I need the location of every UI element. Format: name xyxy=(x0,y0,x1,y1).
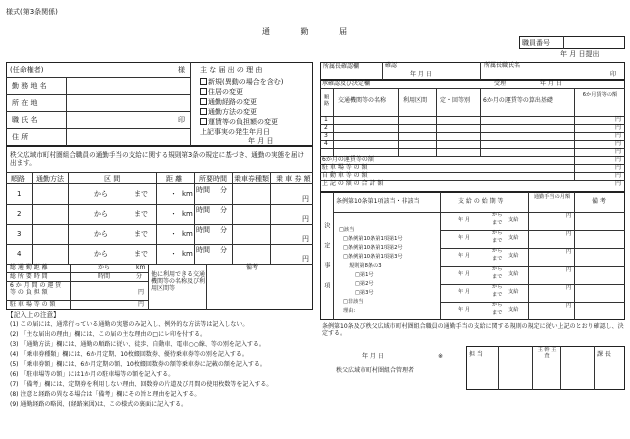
stamp-cell[interactable] xyxy=(561,347,593,389)
receipt-date[interactable]: 年 月 日 xyxy=(540,80,562,87)
calc-row-number: 1 xyxy=(324,116,328,123)
calc-yen: 円 xyxy=(615,124,622,131)
route-header: 順路 xyxy=(11,175,25,183)
calc-header: 利用区間 xyxy=(403,97,428,104)
decision-header: 条例第10条第1項該当・非該当 xyxy=(336,198,420,205)
sama-label: 様 xyxy=(178,66,185,74)
note-item: (4) 「乗車券種類」欄には、6か月定期、10枚綴回数券、優待乗車券等の別を記入する。 xyxy=(10,351,248,358)
field-label: 勤 務 地 名 xyxy=(12,82,47,90)
reason-checkbox[interactable]: 住居の変更 xyxy=(200,88,243,96)
note-item: (2) 「主な届出の理由」欄には、この届の主な理由の□にレ印を付する。 xyxy=(10,331,207,338)
decision-item[interactable]: □条例第10条第1項第3号 xyxy=(343,254,403,260)
remarks-label: 備考 xyxy=(246,264,259,271)
supervisor-seal: 印 xyxy=(610,71,617,78)
decision-date[interactable]: 年 月 日 xyxy=(362,353,384,360)
field-label: 所 在 地 xyxy=(12,99,38,107)
note-item: (9) 通勤経路の略図、(経路案図)は、この様式の裏面に記入する。 xyxy=(10,401,188,408)
calc-header: 6か月の運賃等の算出基礎 xyxy=(483,97,553,104)
decision-item[interactable]: □第2号 xyxy=(355,281,374,287)
route-header: 乗車券種類 xyxy=(234,175,269,183)
calc-total-label: 上 記 の 額 の 合 計 額 xyxy=(322,180,384,187)
calc-total-label: 自 動 車 等 の 額 xyxy=(322,172,368,179)
calc-yen: 円 xyxy=(615,180,622,187)
supervisor-name-label: 所属長職氏名 xyxy=(484,62,521,69)
decision-header: 通勤手当の月額 xyxy=(533,194,571,200)
route-header: 乗 車 券 額 xyxy=(276,175,311,183)
confirm-date[interactable]: 年 月 日 xyxy=(410,71,432,78)
supervisor-confirm-box xyxy=(320,62,625,80)
note-item: (3) 「通勤方法」欄には、通勤の順路に従い、徒歩、自動車、電車○○線、等の別を記入する。 xyxy=(10,341,265,348)
occurrence-date[interactable]: 年 月 日 xyxy=(248,137,274,145)
note-item: (7) 「備考」欄には、定期券を利用しない理由、回数券の片道及び月間の使用枚数等を記入する。 xyxy=(10,381,273,388)
staff-no-label: 職員番号 xyxy=(522,39,550,47)
calc-header: 6か月賃等の額 xyxy=(582,92,618,98)
calc-yen: 円 xyxy=(615,116,622,123)
decision-item[interactable]: □第1号 xyxy=(355,272,374,278)
receipt-label: 受理 xyxy=(494,80,507,87)
note-item: (6) 「駐車場等の額」には1か月の駐車場等の額を記入する。 xyxy=(10,371,175,378)
calc-yen: 円 xyxy=(615,140,622,147)
decision-header: 支 給 の 始 期 等 xyxy=(458,198,504,205)
decision-header: 備 考 xyxy=(592,198,606,205)
submit-date: 年 月 日提出 xyxy=(560,50,600,58)
calc-header: 定・回等別 xyxy=(440,97,471,104)
seal-mark: 印 xyxy=(178,116,185,124)
decision-item[interactable]: □条例第10条第1項第1号 xyxy=(343,236,403,242)
stamp-header-kacho: 課 長 xyxy=(597,351,611,358)
reason-checkbox[interactable]: 運賃等の負担額の変更 xyxy=(200,118,278,126)
confirm-label: 確認 xyxy=(385,62,398,69)
note-item: (5) 「乗車券額」欄には、6か月定期の額、10枚綴回数券の額等乗車券に記載の額を記入する。 xyxy=(10,361,266,368)
calc-total-label: 6か月の運賃等の額 xyxy=(322,156,374,163)
supervisor-confirm-label: 所属長確認欄 xyxy=(323,63,360,70)
calc-yen: 円 xyxy=(615,148,622,155)
notes-title: 【記入上の注意】 xyxy=(7,311,60,319)
page-title: 通 勤 届 xyxy=(262,27,362,36)
name-input[interactable] xyxy=(67,112,175,127)
occurrence-label: 上記事実の発生年月日 xyxy=(200,128,270,136)
note-item: (8) 注意と経路の異なる場合は「備考」欄にその旨と理由を記入する。 xyxy=(10,391,201,398)
decision-item[interactable]: □非該当 xyxy=(343,299,364,305)
calc-yen: 円 xyxy=(615,172,622,179)
calc-row-number: 3 xyxy=(324,132,328,139)
reason-checkbox[interactable]: 通勤方法の変更 xyxy=(200,108,257,116)
form-label: 様式(第3条関係) xyxy=(6,8,58,16)
decision-item: 規則第8条の3 xyxy=(349,263,382,269)
asterisk-mark: ※ xyxy=(438,353,444,360)
calc-header: 交通機関等の名称 xyxy=(338,97,387,104)
field-label: 職 氏 名 xyxy=(12,116,38,124)
workplace-input[interactable] xyxy=(67,78,189,93)
decision-side-label: 決定事項 xyxy=(322,222,330,302)
route-header: 通勤方法 xyxy=(36,175,64,183)
address-input[interactable] xyxy=(67,95,189,110)
calc-yen: 円 xyxy=(615,164,622,171)
note-item: (1) この届には、通常行っている通勤の実態のみ記入し、例外的な方法等は記入しない。 xyxy=(10,321,249,328)
appointer-label: (任命権者) xyxy=(10,66,44,74)
summary-label: 6 か 月 間 の 運 賃 等 の 負 担 額 xyxy=(10,282,62,296)
field-label: 住 所 xyxy=(12,133,29,141)
decision-item: 理由: xyxy=(343,308,356,314)
summary-label: 総 通 勤 距 離 xyxy=(10,264,48,271)
route-header: 距 離 xyxy=(166,175,183,183)
calc-total-label: 駐 車 場 等 の 額 xyxy=(322,164,368,171)
home-address-input[interactable] xyxy=(67,129,189,145)
stamp-header-shukan: 主 幹 主 査 xyxy=(537,347,557,359)
accept-label: 承確認及び決定欄 xyxy=(322,80,371,87)
alt-transport-label: 他に利用できる交通機関等の名称及び利用区間等 xyxy=(151,271,206,292)
calc-row-number: 4 xyxy=(324,140,328,147)
reason-checkbox[interactable]: 通勤経路の変更 xyxy=(200,98,257,106)
calc-yen: 円 xyxy=(615,156,622,163)
signing-organization: 秩父広域市町村圏組合管理者 xyxy=(336,367,415,374)
stamp-header-tanto: 担 当 xyxy=(469,351,483,358)
decision-item[interactable]: □第3号 xyxy=(355,290,374,296)
route-header: 区 間 xyxy=(104,175,121,183)
calc-yen: 円 xyxy=(615,132,622,139)
decision-statement: 条例第10条及び秩父広域市町村圏組合職員の通勤手当の支給に関する規則の規定に従い上記のとおり確認し、決定する。 xyxy=(322,323,624,337)
calc-header: 順路 xyxy=(322,94,329,107)
decision-item[interactable]: □条例第10条第1項第2号 xyxy=(343,245,403,251)
reason-checkbox[interactable]: 新規(異動の場合を含む) xyxy=(200,78,283,86)
stamp-cell[interactable] xyxy=(499,347,531,389)
declaration-text: 秩父広域市町村圏組合職員の通勤手当の支給に関する規則第3条の規定に基づき、通勤の実態を届け出ます。 xyxy=(10,151,305,167)
reason-title: 主 な 届 出 の 理 由 xyxy=(200,66,263,74)
summary-label: 総 所 要 時 間 xyxy=(10,273,48,280)
calc-row-number: 2 xyxy=(324,124,328,131)
summary-label: 駐 車 場 等 の 額 xyxy=(10,301,56,308)
route-header: 所要時間 xyxy=(199,175,227,183)
decision-item[interactable]: □該当 xyxy=(339,227,355,233)
